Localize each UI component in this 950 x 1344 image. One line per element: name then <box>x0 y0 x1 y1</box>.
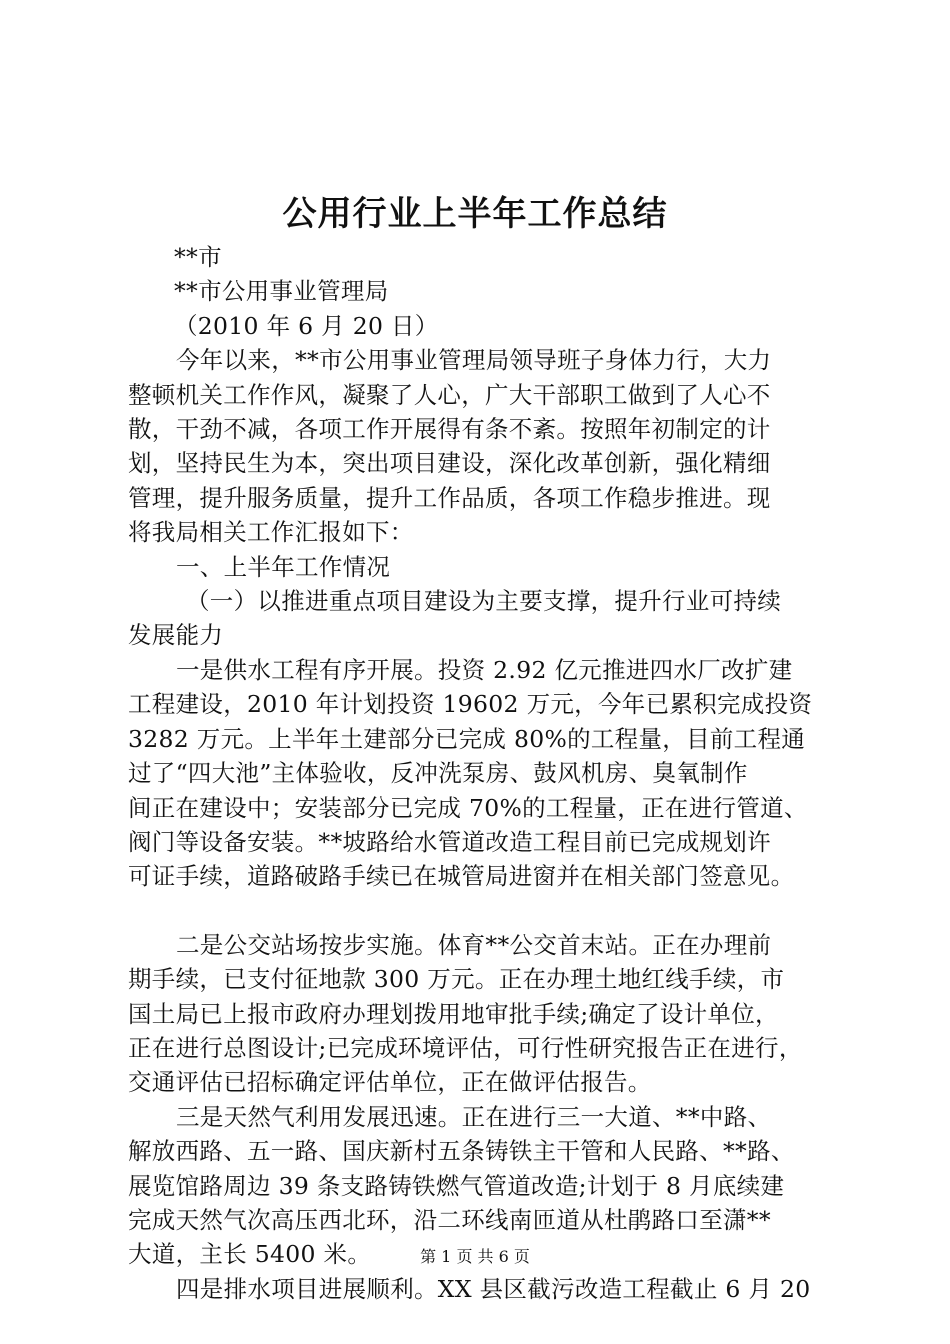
paragraph-line: （一）以推进重点项目建设为主要支撑，提升行业可持续 <box>186 587 781 616</box>
paragraph-line: 正在进行总图设计;已完成环境评估，可行性研究报告正在进行， <box>128 1033 803 1062</box>
document-body <box>128 240 832 1306</box>
section-heading: 一、上半年工作情况 <box>176 552 391 581</box>
paragraph-line: 阀门等设备安装。**坡路给水管道改造工程目前已完成规划许 <box>128 827 771 856</box>
document-title: 公用行业上半年工作总结 <box>282 194 668 234</box>
paragraph-line: 划，坚持民生为本，突出项目建设，深化改革创新，强化精细 <box>128 449 771 478</box>
paragraph-line: 3282 万元。上半年土建部分已完成 80%的工程量，目前工程通 <box>128 724 806 753</box>
paragraph-line: 解放西路、五一路、国庆新村五条铸铁主干管和人民路、**路、 <box>128 1137 795 1166</box>
paragraph-line: 期手续，已支付征地款 300 万元。正在办理土地红线手续，市 <box>128 965 785 994</box>
paragraph-line: 交通评估已招标确定评估单位，正在做评估报告。 <box>128 1068 652 1097</box>
meta-city: **市 <box>174 243 222 271</box>
paragraph-line: 发展能力 <box>128 621 224 650</box>
paragraph-line: 三是天然气利用发展迅速。正在进行三一大道、**中路、 <box>176 1102 772 1131</box>
paragraph-line: 将我局相关工作汇报如下： <box>128 518 414 547</box>
paragraph-item-2 <box>128 928 832 1100</box>
paragraph-item-4 <box>128 1272 832 1306</box>
meta-date: （2010 年 6 月 20 日） <box>174 311 439 340</box>
paragraph-line: 过了“四大池”主体验收，反冲洗泵房、鼓风机房、臭氧制作 <box>128 759 748 788</box>
paragraph-line: 展览馆路周边 39 条支路铸铁燃气管道改造;计划于 8 月底续建 <box>128 1171 785 1200</box>
paragraph-line: 间正在建设中；安装部分已完成 70%的工程量，正在进行管道、 <box>128 793 808 822</box>
paragraph-spacer <box>128 894 832 928</box>
meta-bureau: **市公用事业管理局 <box>174 277 389 306</box>
paragraph-line: 国土局已上报市政府办理划拨用地审批手续;确定了设计单位， <box>128 999 779 1028</box>
paragraph-line: 大道，主长 5400 米。 <box>128 1240 372 1269</box>
paragraph-line: 工程建设，2010 年计划投资 19602 万元，今年已累积完成投资 <box>128 690 813 719</box>
paragraph-line: 整顿机关工作作风，凝聚了人心，广大干部职工做到了人心不 <box>128 380 771 409</box>
paragraph-line: 散，干劲不减，各项工作开展得有条不紊。按照年初制定的计 <box>128 415 771 444</box>
paragraph-item-1 <box>128 653 832 894</box>
subsection-heading <box>128 584 832 653</box>
paragraph-intro <box>128 343 832 549</box>
paragraph-line: 可证手续，道路破路手续已在城管局进窗并在相关部门签意见。 <box>128 862 795 891</box>
paragraph-line: 今年以来，**市公用事业管理局领导班子身体力行，大力 <box>176 346 772 375</box>
paragraph-line: 四是排水项目进展顺利。XX 县区截污改造工程截止 6 月 20 <box>176 1274 811 1303</box>
paragraph-line: 二是公交站场按步实施。体育**公交首末站。正在办理前 <box>176 930 772 959</box>
page-footer: 第 1 页 共 6 页 <box>420 1247 530 1266</box>
paragraph-line: 管理，提升服务质量，提升工作品质，各项工作稳步推进。现 <box>128 483 771 512</box>
paragraph-line: 一是供水工程有序开展。投资 2.92 亿元推进四水厂改扩建 <box>176 655 793 684</box>
paragraph-line: 完成天然气次高压西北环，沿二环线南匝道从杜鹃路口至潇** <box>128 1205 771 1234</box>
